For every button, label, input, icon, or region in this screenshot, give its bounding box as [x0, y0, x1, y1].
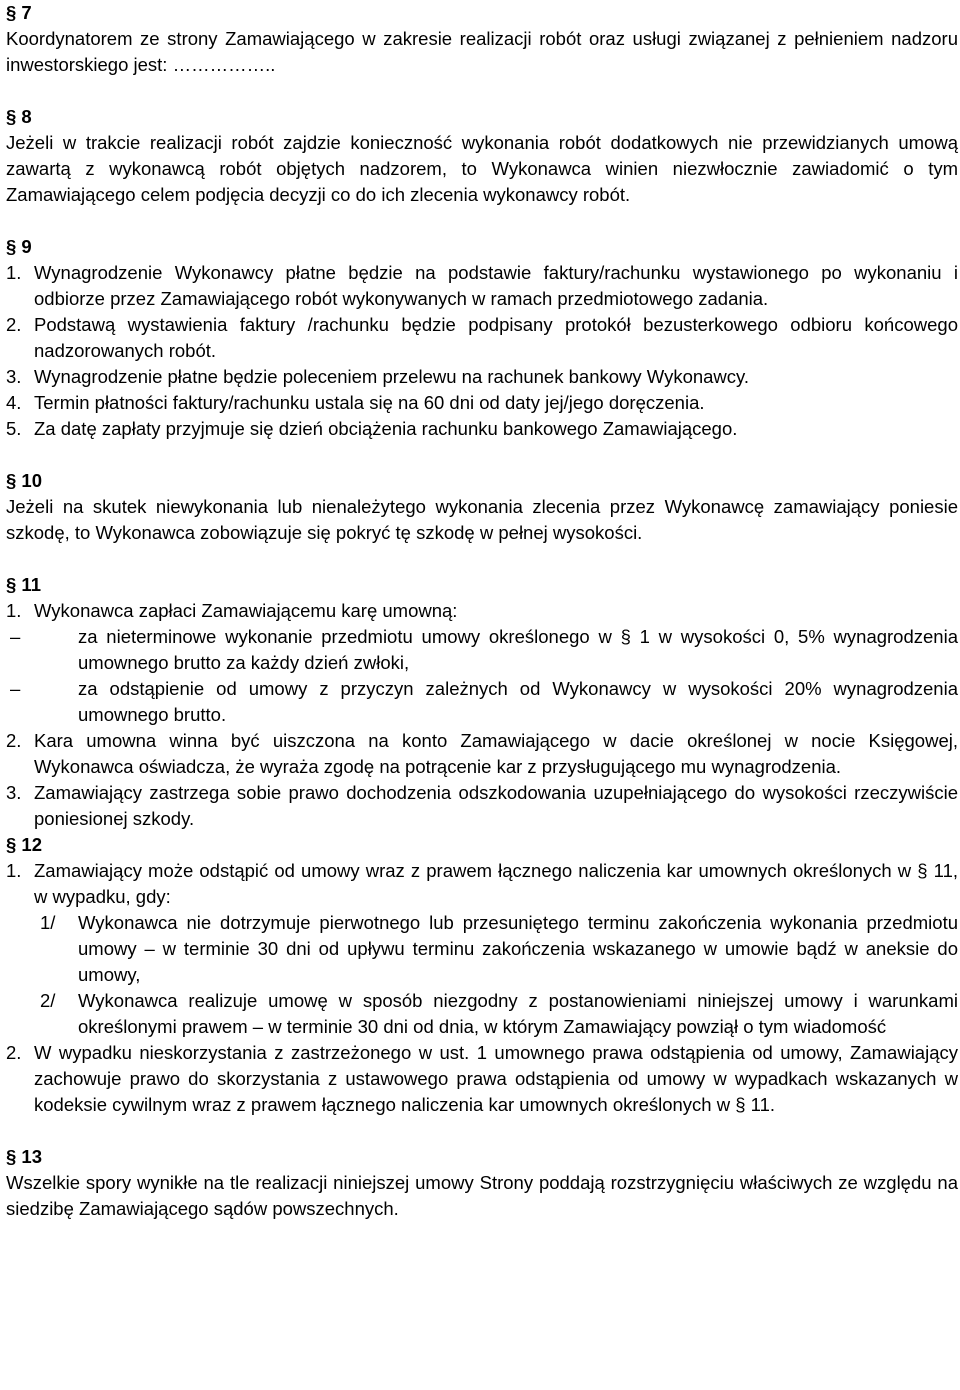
section-8-text: Jeżeli w trakcie realizacji robót zajdzie konieczność wykonania robót dodatkowych nie przewidzianych umową zawartą z wykonawcą robót objętych nadzorem, to Wykonawca winien niezwłocznie zawiadomić o tym Zamawiającego celem podjęcia decyzji co do ich zlecenia wykonawcy robót.	[6, 132, 958, 205]
subitem-number: 1/	[40, 912, 56, 933]
item-text: Zamawiający zastrzega sobie prawo dochodzenia odszkodowania uzupełniającego do wysokości rzeczywiście poniesionej szkody.	[34, 782, 958, 829]
item-number: 2.	[6, 314, 22, 335]
subitem-text: Wykonawca realizuje umowę w sposób niezgodny z postanowieniami niniejszej umowy i warunkami określonymi prawem – w terminie 30 dni od dnia, w którym Zamawiający powziął o tym wiadomość	[78, 990, 958, 1037]
section-10-text: Jeżeli na skutek niewykonania lub nienależytego wykonania zlecenia przez Wykonawcę zamawiający poniesie szkodę, to Wykonawca zobowiązuje się pokryć tę szkodę w pełnej wysokości.	[6, 496, 958, 543]
section-7-text: Koordynatorem ze strony Zamawiającego w zakresie realizacji robót oraz usługi związanej z pełnieniem nadzoru inwestorskiego jest: ……………..	[6, 28, 958, 75]
item-number: 1.	[6, 860, 22, 881]
item-number: 2.	[6, 730, 22, 751]
section-9-item	[6, 260, 958, 312]
section-11-dash-item	[6, 676, 958, 728]
section-12-item	[6, 858, 958, 910]
subitem-text: Wykonawca nie dotrzymuje pierwotnego lub przesuniętego terminu zakończenia wykonania przedmiotu umowy – w terminie 30 dni od upływu terminu zakończenia wskazanego w umowie bądź w aneksie do umowy,	[78, 912, 958, 985]
item-number: 4.	[6, 392, 22, 413]
item-text: Podstawą wystawienia faktury /rachunku będzie podpisany protokół bezusterkowego odbioru końcowego nadzorowanych robót.	[34, 314, 958, 361]
section-13-text: Wszelkie spory wynikłe na tle realizacji niniejszej umowy Strony poddają rozstrzygnięciu właściwych ze względu na siedzibę Zamawiającego sądów powszechnych.	[6, 1172, 958, 1219]
section-9-item	[6, 390, 958, 416]
subitem-number: 2/	[40, 990, 56, 1011]
section-12-subitem	[6, 988, 958, 1040]
item-text: Zamawiający może odstąpić od umowy wraz z prawem łącznego naliczenia kar umownych określonych w § 11, w wypadku, gdy:	[34, 860, 958, 907]
item-number: 1.	[6, 262, 22, 283]
item-number: 5.	[6, 418, 22, 439]
item-number: 2.	[6, 1042, 22, 1063]
item-text: Wykonawca zapłaci Zamawiającemu karę umowną:	[34, 600, 458, 621]
section-11-item	[6, 728, 958, 780]
item-text: Wynagrodzenie Wykonawcy płatne będzie na podstawie faktury/rachunku wystawionego po wykonaniu i odbiorze przez Zamawiającego robót wykonywanych w ramach przedmiotowego zadania.	[34, 262, 958, 309]
section-7-heading: § 7	[6, 2, 32, 23]
section-11-heading: § 11	[6, 574, 41, 595]
item-number: 3.	[6, 782, 22, 803]
section-10-heading: § 10	[6, 470, 43, 491]
item-text: Za datę zapłaty przyjmuje się dzień obciążenia rachunku bankowego Zamawiającego.	[34, 418, 738, 439]
section-12-item	[6, 1040, 958, 1118]
dash-marker: –	[10, 626, 21, 647]
item-text: Termin płatności faktury/rachunku ustala się na 60 dni od daty jej/jego doręczenia.	[34, 392, 705, 413]
section-11-dash-item	[6, 624, 958, 676]
section-13-heading: § 13	[6, 1146, 43, 1167]
section-12-heading: § 12	[6, 834, 43, 855]
section-9-item	[6, 312, 958, 364]
dash-text: za odstąpienie od umowy z przyczyn zależnych od Wykonawcy w wysokości 20% wynagrodzenia umownego brutto.	[78, 678, 958, 725]
section-12-subitem	[6, 910, 958, 988]
section-9-item	[6, 364, 958, 390]
item-text: Wynagrodzenie płatne będzie poleceniem przelewu na rachunek bankowy Wykonawcy.	[34, 366, 750, 387]
section-9-item	[6, 416, 958, 442]
item-text: Kara umowna winna być uiszczona na konto Zamawiającego w dacie określonej w nocie Księgowej, Wykonawca oświadcza, że wyraża zgodę na potrącenie kar z przysługującego mu wynagrodzenia.	[34, 730, 958, 777]
section-11-item	[6, 598, 958, 624]
section-9-heading: § 9	[6, 236, 32, 257]
section-8-heading: § 8	[6, 106, 32, 127]
section-11-item	[6, 780, 958, 832]
item-text: W wypadku nieskorzystania z zastrzeżonego w ust. 1 umownego prawa odstąpienia od umowy, Zamawiający zachowuje prawo do skorzystania z ustawowego prawa odstąpienia od umowy w wypadkach wskazanych w kodeksie cywilnym wraz z prawem łącznego naliczenia kar umownych określonych w § 11.	[34, 1042, 958, 1115]
dash-text: za nieterminowe wykonanie przedmiotu umowy określonego w § 1 w wysokości 0, 5% wynagrodzenia umownego brutto za każdy dzień zwłoki,	[78, 626, 958, 673]
item-number: 1.	[6, 600, 22, 621]
dash-marker: –	[10, 678, 21, 699]
item-number: 3.	[6, 366, 22, 387]
